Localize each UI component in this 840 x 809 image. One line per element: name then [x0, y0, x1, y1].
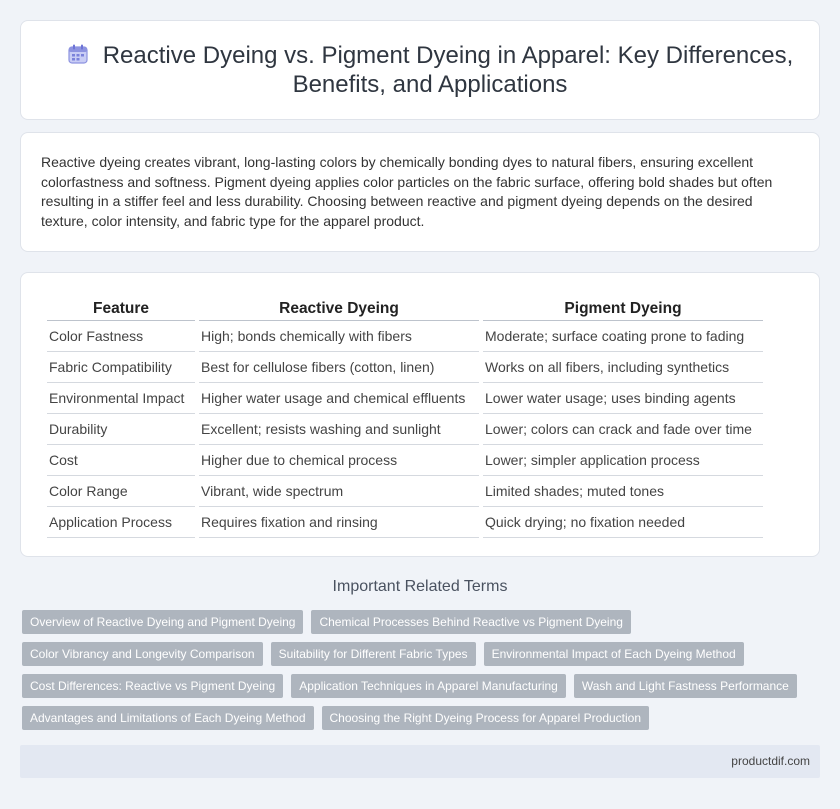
feature-cell: Cost	[47, 445, 195, 476]
intro-card	[20, 132, 820, 252]
related-term-tag[interactable]: Cost Differences: Reactive vs Pigment Dyeing	[22, 674, 283, 698]
related-term-tag[interactable]: Application Techniques in Apparel Manufacturing	[291, 674, 566, 698]
page-title-wrap	[61, 41, 799, 99]
tag-row	[22, 642, 822, 666]
table-row	[47, 352, 763, 383]
reactive-cell: High; bonds chemically with fibers	[199, 321, 479, 352]
reactive-cell: Excellent; resists washing and sunlight	[199, 414, 479, 445]
related-term-tag[interactable]: Choosing the Right Dyeing Process for Apparel Production	[322, 706, 650, 730]
calendar-icon	[67, 43, 89, 65]
table-header-row	[47, 295, 763, 321]
table-row	[47, 476, 763, 507]
feature-cell: Application Process	[47, 507, 195, 538]
footer-site-link[interactable]: productdif.com	[731, 754, 810, 768]
related-term-tag[interactable]: Advantages and Limitations of Each Dyeing Method	[22, 706, 314, 730]
pigment-cell: Moderate; surface coating prone to fading	[483, 321, 763, 352]
reactive-cell: Higher due to chemical process	[199, 445, 479, 476]
feature-cell: Environmental Impact	[47, 383, 195, 414]
pigment-cell: Lower water usage; uses binding agents	[483, 383, 763, 414]
header-reactive: Reactive Dyeing	[199, 295, 479, 321]
feature-cell: Durability	[47, 414, 195, 445]
pigment-cell: Lower; simpler application process	[483, 445, 763, 476]
header-feature: Feature	[47, 295, 195, 321]
related-term-tag[interactable]: Wash and Light Fastness Performance	[574, 674, 797, 698]
table-row	[47, 321, 763, 352]
page-title: Reactive Dyeing vs. Pigment Dyeing in Apparel: Key Differences, Benefits, and Applications	[102, 42, 794, 98]
reactive-cell: Best for cellulose fibers (cotton, linen)	[199, 352, 479, 383]
table-row	[47, 507, 763, 538]
related-terms-title: Important Related Terms	[332, 578, 508, 595]
pigment-cell: Limited shades; muted tones	[483, 476, 763, 507]
pigment-cell: Quick drying; no fixation needed	[483, 507, 763, 538]
reactive-cell: Vibrant, wide spectrum	[199, 476, 479, 507]
tag-row	[22, 674, 822, 698]
reactive-cell: Higher water usage and chemical effluents	[199, 383, 479, 414]
tag-row	[22, 706, 822, 730]
comparison-card	[20, 272, 820, 557]
footer	[20, 745, 820, 778]
related-term-tag[interactable]: Suitability for Different Fabric Types	[271, 642, 476, 666]
feature-cell: Fabric Compatibility	[47, 352, 195, 383]
related-term-tag[interactable]: Color Vibrancy and Longevity Comparison	[22, 642, 263, 666]
pigment-cell: Lower; colors can crack and fade over time	[483, 414, 763, 445]
related-terms-tags	[22, 610, 822, 738]
tag-row	[22, 610, 822, 634]
related-term-tag[interactable]: Chemical Processes Behind Reactive vs Pigment Dyeing	[311, 610, 630, 634]
reactive-cell: Requires fixation and rinsing	[199, 507, 479, 538]
comparison-table	[43, 295, 767, 538]
table-row	[47, 445, 763, 476]
feature-cell: Color Fastness	[47, 321, 195, 352]
intro-text: Reactive dyeing creates vibrant, long-lasting colors by chemically bonding dyes to natural fibers, ensuring excellent colorfastness and softness. Pigment dyeing applies color particles on the fabric surface, offering bold shades but often resulting in a stiffer feel and less durability. Choosing between reactive and pigment dyeing depends on the desired texture, color intensity, and fabric type for the apparel product.	[41, 154, 773, 229]
pigment-cell: Works on all fibers, including synthetics	[483, 352, 763, 383]
header-card	[20, 20, 820, 120]
related-term-tag[interactable]: Environmental Impact of Each Dyeing Method	[484, 642, 744, 666]
table-row	[47, 383, 763, 414]
related-term-tag[interactable]: Overview of Reactive Dyeing and Pigment Dyeing	[22, 610, 303, 634]
header-pigment: Pigment Dyeing	[483, 295, 763, 321]
feature-cell: Color Range	[47, 476, 195, 507]
table-row	[47, 414, 763, 445]
